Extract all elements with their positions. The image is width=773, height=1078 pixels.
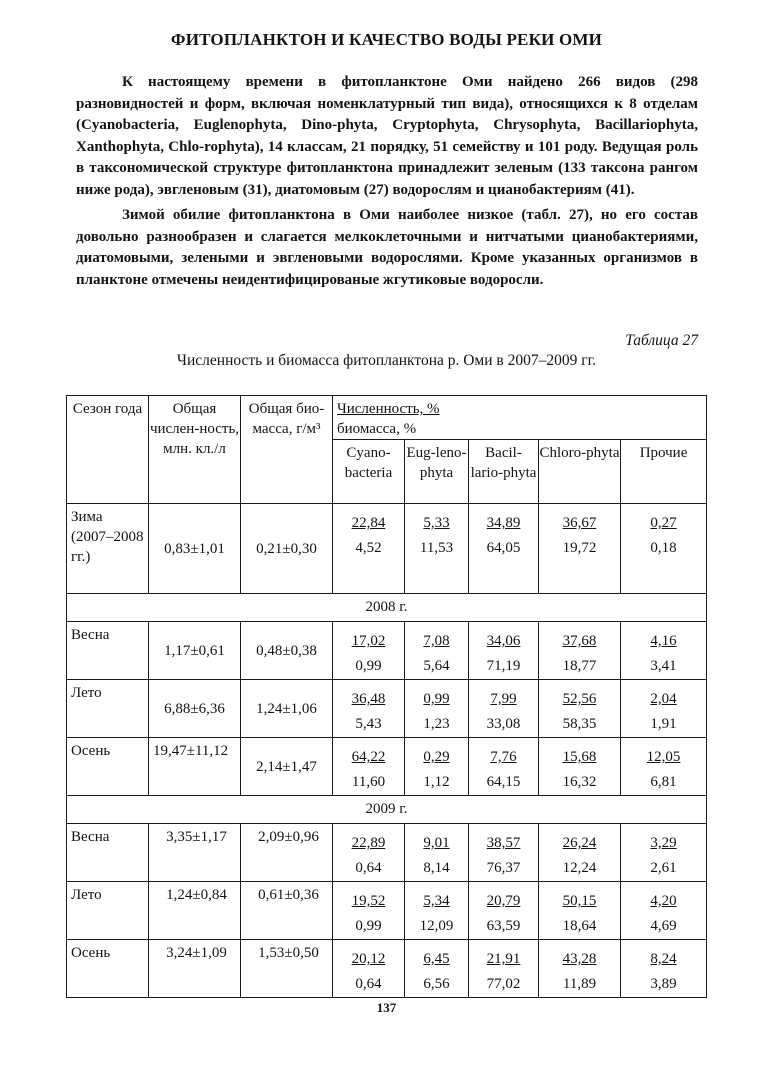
bac-cell [469,622,539,680]
table-header-row [67,396,707,440]
biomass-pct: 0,64 [355,976,382,992]
chl-cell [539,882,621,940]
table-caption: Численность и биомасса фитопланктона р. Оми в 2007–2009 гг. [176,352,597,369]
season-cell: Зима (2007–2008 гг.) [67,504,149,594]
count-pct: 43,28 [562,951,597,967]
biomass-pct: 12,09 [419,918,454,934]
bac-cell [469,680,539,738]
table-label: Таблица 27 [625,332,698,349]
count-cell: 0,83±1,01 [149,504,241,594]
header-eug: Eug-leno-phyta [405,440,469,504]
count-cell: 3,24±1,09 [149,940,241,998]
header-group-count: Численность, % [337,401,440,417]
bac-cell [469,504,539,594]
biomass-pct: 4,52 [355,540,382,556]
count-pct: 17,02 [351,633,386,649]
count-pct: 3,29 [650,835,677,851]
eug-cell [405,622,469,680]
count-pct: 8,24 [650,951,677,967]
eug-cell [405,738,469,796]
other-cell [621,738,707,796]
biomass-cell: 1,53±0,50 [241,940,333,998]
season-cell: Лето [67,882,149,940]
cyano-cell [333,940,405,998]
other-cell [621,824,707,882]
count-pct: 34,06 [486,633,521,649]
table-row [67,940,707,998]
other-cell [621,680,707,738]
count-pct: 37,68 [562,633,597,649]
count-pct: 52,56 [562,691,597,707]
count-cell: 3,35±1,17 [149,824,241,882]
table-row [67,680,707,738]
other-cell [621,622,707,680]
season-cell: Осень [67,940,149,998]
biomass-pct: 6,56 [423,976,450,992]
count-pct: 7,99 [490,691,517,707]
table-row [67,622,707,680]
biomass-cell: 2,14±1,47 [241,738,333,796]
count-pct: 38,57 [486,835,521,851]
header-group [333,396,707,440]
count-pct: 26,24 [562,835,597,851]
biomass-pct: 0,64 [355,860,382,876]
biomass-pct: 6,81 [650,774,677,790]
biomass-cell: 2,09±0,96 [241,824,333,882]
eug-cell [405,824,469,882]
count-pct: 50,15 [562,893,597,909]
biomass-pct: 12,24 [562,860,597,876]
season-cell: Весна [67,824,149,882]
table-row [67,824,707,882]
header-group-biomass: биомасса, % [337,421,417,437]
biomass-pct: 0,99 [355,918,382,934]
count-pct: 22,89 [351,835,386,851]
cyano-cell [333,738,405,796]
chl-cell [539,940,621,998]
cyano-cell [333,680,405,738]
biomass-pct: 3,41 [650,658,677,674]
biomass-pct: 16,32 [562,774,597,790]
year-label-2009: 2009 г. [67,796,707,824]
biomass-cell: 0,48±0,38 [241,622,333,680]
biomass-pct: 5,43 [355,716,382,732]
count-pct: 7,08 [423,633,450,649]
cyano-cell [333,622,405,680]
header-total-biomass: Общая био-масса, г/м³ [241,396,333,504]
count-pct: 9,01 [423,835,450,851]
biomass-cell: 1,24±1,06 [241,680,333,738]
biomass-pct: 1,12 [423,774,450,790]
running-header: ФИТОПЛАНКТОН И КАЧЕСТВО ВОДЫ РЕКИ ОМИ [170,30,603,49]
count-cell: 6,88±6,36 [149,680,241,738]
count-pct: 7,76 [490,749,517,765]
other-cell [621,504,707,594]
biomass-pct: 3,89 [650,976,677,992]
count-pct: 6,45 [423,951,450,967]
count-pct: 36,48 [351,691,386,707]
bac-cell [469,738,539,796]
count-pct: 5,34 [423,893,450,909]
table-row [67,504,707,594]
biomass-pct: 77,02 [486,976,521,992]
count-pct: 20,79 [486,893,521,909]
bac-cell [469,882,539,940]
biomass-pct: 2,61 [650,860,677,876]
header-cyano: Cyano-bacteria [333,440,405,504]
other-cell [621,940,707,998]
biomass-pct: 11,60 [351,774,386,790]
count-pct: 4,16 [650,633,677,649]
count-pct: 0,29 [423,749,450,765]
biomass-pct: 64,15 [486,774,521,790]
bac-cell [469,940,539,998]
chl-cell [539,504,621,594]
count-pct: 15,68 [562,749,597,765]
biomass-pct: 4,69 [650,918,677,934]
chl-cell [539,622,621,680]
count-pct: 2,04 [650,691,677,707]
biomass-pct: 33,08 [486,716,521,732]
biomass-pct: 0,18 [650,540,677,556]
other-cell [621,882,707,940]
biomass-cell: 0,21±0,30 [241,504,333,594]
header-season: Сезон года [67,396,149,504]
season-cell: Лето [67,680,149,738]
header-total-count: Общая числен-ность, млн. кл./л [149,396,241,504]
count-pct: 36,67 [562,515,597,531]
eug-cell [405,882,469,940]
count-pct: 34,89 [486,515,521,531]
chl-cell [539,680,621,738]
header-other: Прочие [621,440,707,504]
count-cell: 19,47±11,12 [149,738,241,796]
count-pct: 4,20 [650,893,677,909]
biomass-pct: 18,64 [562,918,597,934]
biomass-pct: 8,14 [423,860,450,876]
biomass-pct: 11,89 [562,976,597,992]
biomass-pct: 11,53 [419,540,454,556]
paragraph-1: К настоящему времени в фитопланктоне Оми найдено 266 видов (298 разновидностей и форм, включая номенклатурный тип вида), относящихся к 8 отделам (Cyanobacteria, Euglenophyta, Dino-phyta, Cryptophyta, Chrysophyta, Bacillariophyta, Xanthophyta, Chlo-rophyta), 14 классам, 21 порядку, 51 семейству и 101 роду. Ведущая роль в таксономической структуре фитопланктона принадлежит зеленым (133 таксона рангом ниже рода), эвгленовым (31), диатомовым (27) водорослям и цианобактериям (41). [76,74,698,198]
count-pct: 5,33 [423,515,450,531]
count-pct: 0,99 [423,691,450,707]
eug-cell [405,940,469,998]
biomass-pct: 18,77 [562,658,597,674]
count-cell: 1,17±0,61 [149,622,241,680]
biomass-pct: 1,23 [423,716,450,732]
biomass-pct: 19,72 [562,540,597,556]
chl-cell [539,824,621,882]
biomass-pct: 5,64 [423,658,450,674]
biomass-pct: 58,35 [562,716,597,732]
eug-cell [405,680,469,738]
year-row-2009 [67,796,707,824]
count-pct: 21,91 [486,951,521,967]
count-cell: 1,24±0,84 [149,882,241,940]
biomass-pct: 76,37 [486,860,521,876]
count-pct: 19,52 [351,893,386,909]
count-pct: 20,12 [351,951,386,967]
body-text [76,72,698,291]
cyano-cell [333,824,405,882]
cyano-cell [333,504,405,594]
count-pct: 22,84 [351,515,386,531]
biomass-pct: 1,91 [650,716,677,732]
season-cell: Осень [67,738,149,796]
biomass-pct: 64,05 [486,540,521,556]
chl-cell [539,738,621,796]
page-number: 137 [376,1000,397,1015]
header-bac: Bacil-lario-phyta [469,440,539,504]
biomass-pct: 71,19 [486,658,521,674]
biomass-pct: 63,59 [486,918,521,934]
phytoplankton-table [66,395,707,998]
count-pct: 64,22 [351,749,386,765]
year-label-2008: 2008 г. [67,594,707,622]
bac-cell [469,824,539,882]
eug-cell [405,504,469,594]
paragraph-2: Зимой обилие фитопланктона в Оми наиболее низкое (табл. 27), но его состав довольно разнообразен и слагается мелкоклеточными и нитчатыми цианобактериями, диатомовыми, зелеными и эвгленовыми водорослями. Кроме указанных организмов в планктоне отмечены неидентифицированые жгутиковые водоросли. [76,207,698,288]
header-chl: Chloro-phyta [539,440,621,504]
cyano-cell [333,882,405,940]
biomass-cell: 0,61±0,36 [241,882,333,940]
count-pct: 0,27 [650,515,677,531]
count-pct: 12,05 [646,749,681,765]
table-row [67,882,707,940]
season-cell: Весна [67,622,149,680]
biomass-pct: 0,99 [355,658,382,674]
table-row [67,738,707,796]
year-row-2008 [67,594,707,622]
